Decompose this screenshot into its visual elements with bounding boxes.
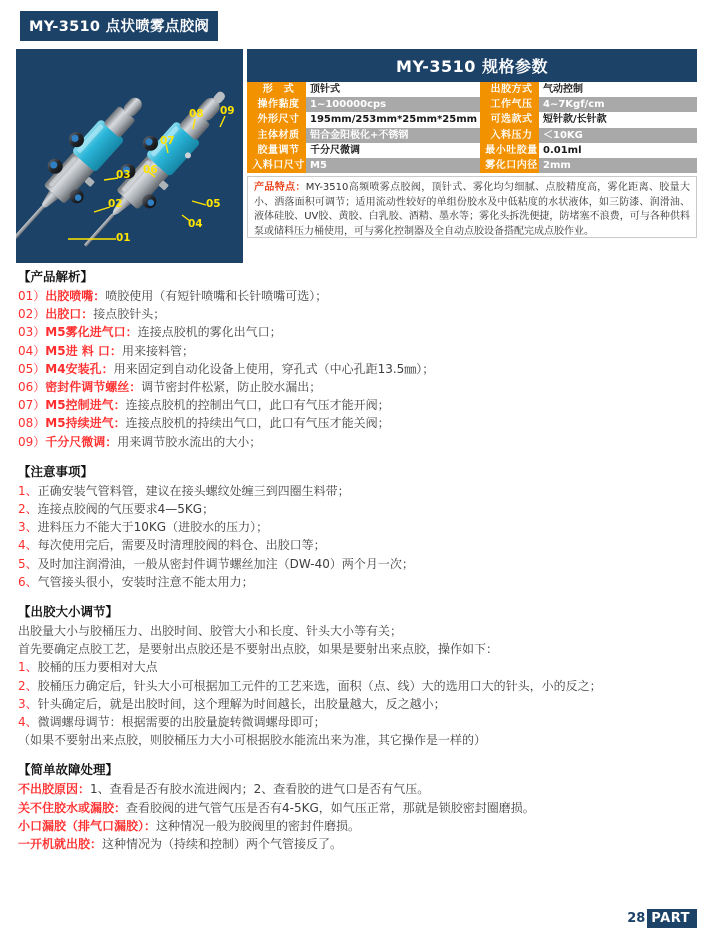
list-item — [18, 817, 696, 835]
list-item — [18, 482, 696, 500]
list-item — [18, 780, 696, 798]
item-text: 查看胶阀的进气管气压是否有4-5KG，如气压正常，那就是锁胶密封圈磨损。 — [126, 800, 535, 815]
product-features-box — [247, 176, 697, 238]
item-index: 09） — [18, 434, 46, 449]
callout-02: 02 — [108, 198, 123, 210]
spec-table-title: MY-3510 规格参数 — [247, 49, 697, 82]
list-item — [18, 536, 696, 554]
spec-value: 铝合金阳极化+不锈钢 — [306, 128, 480, 143]
spec-label: 形 式 — [247, 82, 306, 97]
spec-label: 外形尺寸 — [247, 112, 306, 127]
callout-06: 06 — [143, 164, 158, 176]
spec-value: ＜10KG — [539, 128, 697, 143]
item-text: 正确安装气管料管，建议在接头螺纹处缠三到四圈生料带； — [37, 483, 350, 498]
list-item — [18, 518, 696, 536]
item-term: 密封件调节螺丝： — [45, 380, 142, 395]
top-region — [16, 49, 697, 263]
list-item — [18, 360, 696, 378]
item-desc: 用来接料管； — [121, 343, 194, 358]
item-term: M5控制进气： — [45, 398, 126, 413]
item-index: 02） — [18, 307, 46, 322]
item-desc: 连接点胶机的控制出气口，此口有气压才能开阀； — [125, 398, 390, 413]
item-desc: 用来固定到自动化设备上使用，穿孔式（中心孔距13.5㎜）； — [113, 361, 435, 376]
item-text: 每次使用完后，需要及时清理胶阀的料仓、出胶口等； — [37, 538, 326, 553]
list-item — [18, 677, 696, 695]
spec-value: 4~7Kgf/cm — [539, 97, 697, 112]
spec-label: 操作黏度 — [247, 97, 306, 112]
callout-09: 09 — [220, 105, 235, 117]
table-row — [247, 143, 697, 158]
spec-label: 出胶方式 — [480, 82, 539, 97]
table-row — [247, 112, 697, 127]
footer-part-label: PART — [647, 909, 697, 928]
item-desc: 喷胶使用（有短针喷嘴和长针喷嘴可选）； — [105, 289, 328, 303]
spec-label: 入料压力 — [480, 128, 539, 143]
list-item — [18, 305, 696, 323]
item-term: M5持续进气： — [45, 416, 126, 431]
item-term: 不出胶原因： — [18, 782, 91, 797]
item-term: 千分尺微调： — [45, 434, 118, 449]
spec-value: 顶针式 — [306, 82, 480, 97]
item-term: M5雾化进气口： — [45, 325, 138, 340]
item-index: 01） — [18, 289, 46, 303]
item-index: 4、 — [18, 538, 38, 553]
spec-label: 胶量调节 — [247, 143, 306, 158]
table-row — [247, 158, 697, 173]
item-desc: 连接点胶机的持续出气口，此口有气压才能关阀； — [125, 416, 390, 431]
spec-value: 1~100000cps — [306, 97, 480, 112]
spec-label: 入料口尺寸 — [247, 158, 306, 173]
item-desc: 用来调节胶水流出的大小； — [117, 434, 262, 449]
callout-03: 03 — [116, 169, 131, 181]
spec-value: 气动控制 — [539, 82, 697, 97]
item-desc: 调节密封件松紧，防止胶水漏出； — [141, 380, 322, 395]
spec-value: 2mm — [539, 158, 697, 173]
list-item — [18, 713, 696, 731]
glue-intro-1: 出胶量大小与胶桶压力、出胶时间、胶管大小和长度、针头大小等有关； — [18, 624, 403, 639]
list-item — [18, 433, 696, 451]
item-index: 08） — [18, 416, 46, 431]
item-text: 及时加注润滑油，一般从密封件调节螺丝加注（DW-40）两个月一次； — [37, 556, 414, 571]
item-index: 2、 — [18, 678, 38, 693]
spec-panel — [247, 49, 697, 263]
spec-value: M5 — [306, 158, 480, 173]
item-text: 这种情况为（持续和控制）两个气管接反了。 — [102, 837, 343, 852]
item-term: 关不住胶水或漏胶： — [18, 800, 127, 815]
list-item — [18, 573, 696, 591]
item-term: 一开机就出胶： — [18, 837, 103, 852]
list-item — [18, 799, 696, 817]
spec-table — [247, 82, 697, 173]
features-label: 产品特点： — [254, 182, 306, 194]
features-text: MY-3510高频喷雾点胶阀，顶针式、雾化均匀细腻、点胶精度高，雾化距离、胶量大小、洒落面积可调节；适用流动性较好的单组份胶水及中低粘度的水状液体，如三防漆、润滑油、液体硅胶、UV胶、黄胶、白乳胶、酒精、墨水等；雾化头拆洗便捷，防堵塞不浪费，可与各种供料泵或储料压力桶使用，可与雾化控制器及全自动点胶设备搭配完成点胶作业。 — [254, 182, 691, 237]
item-index: 6、 — [18, 574, 38, 589]
item-text: 1、查看是否有胶水流进阀内；2、查看胶的进气口是否有气压。 — [90, 782, 430, 797]
spec-value: 0.01ml — [539, 143, 697, 158]
spec-label: 最小吐胶量 — [480, 143, 539, 158]
item-text: 针头确定后，就是出胶时间，这个理解为时间越长，出胶量越大，反之越小； — [37, 696, 446, 711]
item-text: 连接点胶阀的气压要求4—5KG； — [37, 502, 215, 517]
section-heading-glue-adjustment: 【出胶大小调节】 — [18, 604, 119, 620]
table-row — [247, 128, 697, 143]
item-text: 胶桶的压力要相对大点 — [37, 660, 158, 675]
table-row — [247, 82, 697, 97]
item-index: 05） — [18, 361, 46, 376]
item-index: 3、 — [18, 696, 38, 711]
spec-value: 短针款/长针款 — [539, 112, 697, 127]
item-text: 微调螺母调节：根据需要的出胶量旋转微调螺母即可； — [37, 715, 326, 730]
item-desc: 接点胶针头； — [93, 307, 166, 322]
item-term: M4安装孔： — [45, 361, 114, 376]
list-item — [18, 695, 696, 713]
callout-08: 08 — [189, 108, 204, 120]
item-text: 这种情况一般为胶阀里的密封件磨损。 — [156, 818, 361, 833]
item-index: 3、 — [18, 520, 38, 535]
callout-07: 07 — [160, 135, 175, 147]
item-index: 1、 — [18, 660, 38, 675]
item-desc: 连接点胶机的雾化出气口； — [137, 325, 282, 340]
item-term: M5进 料 口： — [45, 343, 122, 358]
spec-label: 主体材质 — [247, 128, 306, 143]
item-term: 出胶喷嘴： — [45, 289, 106, 303]
list-item — [18, 500, 696, 518]
list-item — [18, 342, 696, 360]
section-heading-troubleshooting: 【简单故障处理】 — [18, 762, 119, 778]
section-heading-precautions: 【注意事项】 — [18, 463, 94, 479]
list-item — [18, 835, 696, 853]
section-heading-product-analysis: 【产品解析】 — [18, 269, 94, 284]
item-index: 5、 — [18, 556, 38, 571]
list-item — [18, 414, 696, 432]
spec-value: 千分尺微调 — [306, 143, 480, 158]
item-index: 04） — [18, 343, 46, 358]
item-index: 06） — [18, 380, 46, 395]
footer-page-number: 28 — [627, 911, 646, 926]
page-title: MY-3510 点状喷雾点胶阀 — [20, 11, 218, 41]
item-index: 1、 — [18, 483, 38, 498]
item-text: 进料压力不能大于10KG（进胶水的压力）； — [37, 520, 269, 535]
item-index: 4、 — [18, 715, 38, 730]
product-illustration — [16, 49, 243, 263]
item-index: 03） — [18, 325, 46, 340]
spec-label: 工作气压 — [480, 97, 539, 112]
item-term: 出胶口： — [45, 307, 94, 322]
callout-01: 01 — [116, 232, 131, 244]
list-item — [18, 396, 696, 414]
list-item — [18, 555, 696, 573]
item-text: 胶桶压力确定后，针头大小可根据加工元件的工艺来选，面积（点、线）大的选用口大的针头，小的反之； — [37, 678, 602, 693]
list-item — [18, 658, 696, 676]
callout-05: 05 — [206, 198, 221, 210]
item-term: 小口漏胶（排气口漏胶）： — [18, 818, 157, 833]
spec-label: 可选款式 — [480, 112, 539, 127]
page-footer — [627, 909, 697, 928]
callout-04: 04 — [188, 218, 203, 230]
list-item — [18, 378, 696, 396]
product-image-panel — [16, 49, 243, 263]
item-index: 2、 — [18, 502, 38, 517]
spec-value: 195mm/253mm*25mm*25mm — [306, 112, 480, 127]
valve-assembly-svg — [16, 49, 243, 263]
spec-label: 雾化口内径 — [480, 158, 539, 173]
glue-note: （如果不要射出来点胶，则胶桶压力大小可根据胶水能流出来为准，其它操作是一样的） — [18, 733, 487, 748]
content-column — [18, 268, 696, 853]
item-text: 气管接头很小，安装时注意不能太用力； — [37, 574, 254, 589]
list-item — [18, 287, 696, 305]
glue-intro-2: 首先要确定点胶工艺，是要射出点胶还是不要射出点胶，如果是要射出来点胶，操作如下： — [18, 642, 499, 657]
item-index: 07） — [18, 398, 46, 413]
table-row — [247, 97, 697, 112]
list-item — [18, 323, 696, 341]
